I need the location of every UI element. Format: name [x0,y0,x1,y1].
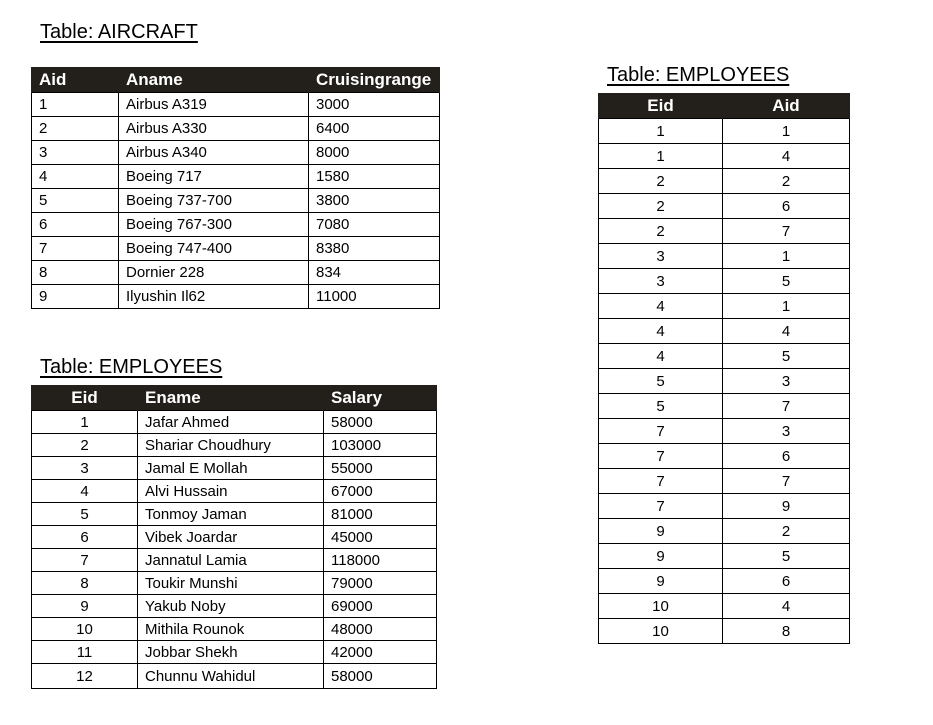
table-cell: 7 [723,219,850,244]
table-cell: 45000 [324,526,437,549]
table-row [599,194,850,219]
table-row [599,169,850,194]
table-row [599,269,850,294]
aircraft-table-title: Table: AIRCRAFT [40,21,198,43]
table-cell: 1 [599,144,723,169]
table-cell: 1 [32,411,138,434]
table-cell: Toukir Munshi [138,572,324,595]
table-cell: 7080 [309,213,440,237]
table-cell: 7 [32,549,138,572]
table-cell: Airbus A340 [119,141,309,165]
table-cell: Airbus A330 [119,117,309,141]
table-cell: 10 [599,594,723,619]
table-cell: 7 [723,469,850,494]
table-cell: Dornier 228 [119,261,309,285]
aircraft-table-body [32,93,440,309]
table-cell: 1 [723,119,850,144]
table-cell: 1 [32,93,119,117]
table-cell: 9 [599,544,723,569]
table-cell: Mithila Rounok [138,618,324,641]
table-cell: 7 [599,419,723,444]
table-cell: 2 [32,434,138,457]
table-cell: Boeing 717 [119,165,309,189]
table-cell: Jafar Ahmed [138,411,324,434]
table-cell: 55000 [324,457,437,480]
table-row [599,419,850,444]
table-row [32,93,440,117]
employees-table [31,385,437,689]
table-cell: 10 [32,618,138,641]
table-row [599,369,850,394]
table-cell: 12 [32,664,138,689]
table-row [32,572,437,595]
table-row [32,117,440,141]
table-row [599,319,850,344]
table-cell: 6400 [309,117,440,141]
table-cell: 3000 [309,93,440,117]
table-cell: 3 [32,141,119,165]
table-cell: 9 [599,519,723,544]
table-cell: 3 [723,369,850,394]
table-cell: 5 [723,544,850,569]
header-cell: Aid [723,93,850,119]
table-row [32,285,440,309]
table-row [32,618,437,641]
table-row [599,444,850,469]
table-cell: 7 [723,394,850,419]
table-cell: 9 [32,595,138,618]
table-cell: Boeing 767-300 [119,213,309,237]
table-cell: 58000 [324,411,437,434]
table-cell: 6 [723,194,850,219]
table-cell: 9 [599,569,723,594]
table-cell: 58000 [324,664,437,689]
header-cell: Ename [138,385,324,411]
table-cell: 1 [599,119,723,144]
table-row [599,519,850,544]
table-cell: 4 [32,165,119,189]
table-cell: 1580 [309,165,440,189]
table-cell: 8000 [309,141,440,165]
table-cell: 4 [599,294,723,319]
certified-table-header [599,93,850,119]
table-cell: 834 [309,261,440,285]
certified-table-body [599,119,850,644]
table-row [599,544,850,569]
table-cell: 11 [32,641,138,664]
table-row [32,480,437,503]
table-row [32,213,440,237]
table-cell: 8 [32,572,138,595]
table-cell: 2 [723,169,850,194]
table-cell: Tonmoy Jaman [138,503,324,526]
table-cell: Vibek Joardar [138,526,324,549]
table-cell: 69000 [324,595,437,618]
table-cell: Yakub Noby [138,595,324,618]
table-cell: 6 [723,444,850,469]
table-cell: 5 [32,189,119,213]
table-row [32,503,437,526]
table-cell: 6 [723,569,850,594]
table-cell: 7 [599,494,723,519]
table-row [32,595,437,618]
table-cell: 10 [599,619,723,644]
table-row [32,664,437,689]
table-cell: 7 [599,469,723,494]
employees-table-header [32,385,437,411]
table-cell: 103000 [324,434,437,457]
table-cell: 8 [723,619,850,644]
table-row [599,219,850,244]
header-cell: Aid [32,67,119,93]
table-cell: 2 [599,219,723,244]
table-cell: 3800 [309,189,440,213]
table-row [32,411,437,434]
header-cell: Aname [119,67,309,93]
table-cell: 7 [32,237,119,261]
table-cell: 2 [599,194,723,219]
table-row [32,237,440,261]
table-cell: 8 [32,261,119,285]
certified-table [598,93,850,644]
table-cell: 5 [723,344,850,369]
header-cell: Cruisingrange [309,67,440,93]
table-cell: 3 [599,244,723,269]
employees-table-title: Table: EMPLOYEES [40,356,223,378]
table-cell: 79000 [324,572,437,595]
table-cell: 7 [599,444,723,469]
table-cell: 42000 [324,641,437,664]
table-cell: 2 [723,519,850,544]
table-row [32,549,437,572]
table-row [32,526,437,549]
table-cell: 4 [599,319,723,344]
table-cell: 4 [723,144,850,169]
table-cell: 3 [32,457,138,480]
table-cell: 2 [599,169,723,194]
table-cell: 5 [599,394,723,419]
table-row [32,141,440,165]
table-cell: 11000 [309,285,440,309]
table-cell: 118000 [324,549,437,572]
table-cell: 6 [32,526,138,549]
table-cell: 81000 [324,503,437,526]
aircraft-table [31,67,440,309]
table-row [32,457,437,480]
table-row [599,394,850,419]
table-cell: 2 [32,117,119,141]
table-row [599,494,850,519]
table-row [32,165,440,189]
table-cell: Airbus A319 [119,93,309,117]
table-cell: Boeing 737-700 [119,189,309,213]
table-cell: Jamal E Mollah [138,457,324,480]
header-cell: Eid [599,93,723,119]
table-row [32,434,437,457]
table-cell: 4 [599,344,723,369]
table-row [599,594,850,619]
aircraft-table-header [32,67,440,93]
table-cell: 1 [723,294,850,319]
table-cell: 48000 [324,618,437,641]
table-cell: Ilyushin Il62 [119,285,309,309]
table-row [599,619,850,644]
table-cell: 9 [32,285,119,309]
table-cell: Shariar Choudhury [138,434,324,457]
table-cell: 67000 [324,480,437,503]
table-cell: Alvi Hussain [138,480,324,503]
table-cell: Jannatul Lamia [138,549,324,572]
table-cell: 5 [32,503,138,526]
table-row [32,189,440,213]
table-cell: 4 [723,594,850,619]
table-row [599,469,850,494]
certified-table-title: Table: EMPLOYEES [607,64,790,86]
table-row [32,641,437,664]
table-cell: 1 [723,244,850,269]
table-row [599,344,850,369]
table-cell: 3 [723,419,850,444]
header-cell: Eid [32,385,138,411]
table-row [599,144,850,169]
table-cell: 4 [723,319,850,344]
table-cell: 5 [723,269,850,294]
table-cell: Chunnu Wahidul [138,664,324,689]
table-row [32,261,440,285]
header-cell: Salary [324,385,437,411]
table-row [599,119,850,144]
table-cell: 4 [32,480,138,503]
table-cell: 8380 [309,237,440,261]
table-cell: Boeing 747-400 [119,237,309,261]
employees-table-body [32,411,437,689]
table-cell: 6 [32,213,119,237]
table-cell: 5 [599,369,723,394]
table-cell: 9 [723,494,850,519]
table-cell: 3 [599,269,723,294]
table-row [599,244,850,269]
table-row [599,569,850,594]
table-row [599,294,850,319]
table-cell: Jobbar Shekh [138,641,324,664]
